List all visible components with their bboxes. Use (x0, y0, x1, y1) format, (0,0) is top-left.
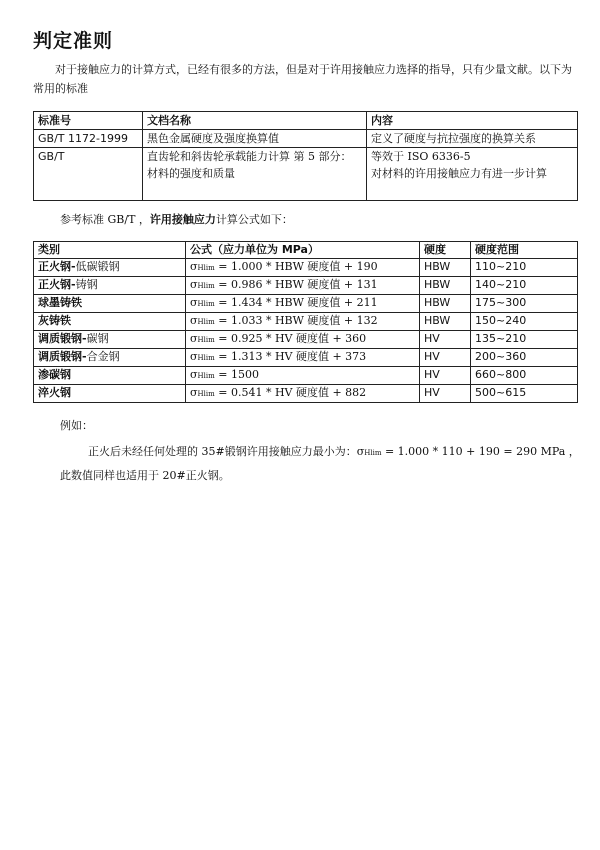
ref-bold: 许用接触应力 (149, 213, 216, 226)
formula-cell (186, 259, 420, 277)
formula-text: = 1.434 * HBW 硬度值 + 211 (214, 296, 378, 309)
table-row (34, 349, 578, 367)
sigma-symbol: σ (190, 314, 198, 327)
intro-paragraph: 对于接触应力的计算方式，已经有很多的方法，但是对于许用接触应力选择的指导，只有少量文献。以下为常用的标准 (33, 63, 572, 95)
formula-cell (186, 331, 420, 349)
header-hardness: 硬度 (420, 242, 471, 259)
hardness-cell: HV (420, 331, 471, 349)
formula-cell (186, 313, 420, 331)
range-cell: 150~240 (471, 313, 578, 331)
range-cell: 200~360 (471, 349, 578, 367)
formula-cell (186, 349, 420, 367)
formula-cell (186, 277, 420, 295)
header-formula: 公式（应力单位为 MPa） (186, 242, 420, 259)
table-row (34, 148, 578, 201)
table-row (34, 385, 578, 403)
category-cell (34, 331, 186, 349)
category-bold: 灰铸铁 (38, 314, 71, 327)
category-cell (34, 349, 186, 367)
standards-table (33, 111, 578, 201)
table-row (34, 295, 578, 313)
category-cell (34, 277, 186, 295)
sigma-subscript: Hlim (197, 390, 215, 398)
formula-text: = 1500 (214, 368, 259, 381)
hardness-cell: HBW (420, 259, 471, 277)
category-cell (34, 295, 186, 313)
formula-text: = 1.033 * HBW 硬度值 + 132 (214, 314, 378, 327)
range-cell: 500~615 (471, 385, 578, 403)
sigma-symbol: σ (190, 296, 198, 309)
std-name: 直齿轮和斜齿轮承载能力计算 第 5 部分：材料的强度和质量 (143, 148, 367, 201)
hardness-cell: HV (420, 367, 471, 385)
category-bold: 调质锻钢- (38, 350, 87, 363)
page-title: 判定准则 (33, 30, 114, 52)
example-label: 例如： (60, 419, 93, 432)
sigma-symbol: σ (190, 350, 198, 363)
category-bold: 正火钢- (38, 278, 76, 291)
example-formula: = 1.000 * 110 + 190 = 290 MPa ， (381, 445, 580, 458)
category-cell (34, 385, 186, 403)
formula-cell (186, 295, 420, 313)
std-content-line: 对材料的许用接触应力有进一步计算 (371, 167, 547, 180)
range-cell: 110~210 (471, 259, 578, 277)
range-cell: 135~210 (471, 331, 578, 349)
formula-cell (186, 385, 420, 403)
category-cell (34, 259, 186, 277)
sigma-subscript: Hlim (364, 449, 382, 457)
example-prefix: 正火后未经任何处理的 35#锻钢许用接触应力最小为： (88, 445, 357, 458)
table-row (34, 367, 578, 385)
reference-line (60, 211, 293, 227)
sigma-symbol: σ (190, 368, 198, 381)
hardness-cell: HBW (420, 295, 471, 313)
ref-prefix: 参考标准 GB/T ， (60, 213, 150, 226)
category-rest: 铸钢 (75, 278, 98, 291)
formula-text: = 0.986 * HBW 硬度值 + 131 (214, 278, 378, 291)
category-rest: 低碳锻钢 (75, 260, 120, 273)
table-row (34, 331, 578, 349)
header-content: 内容 (367, 112, 578, 130)
hardness-cell: HV (420, 349, 471, 367)
range-cell: 660~800 (471, 367, 578, 385)
sigma-subscript: Hlim (197, 282, 215, 290)
header-code: 标准号 (34, 112, 143, 130)
formula-text: = 1.313 * HV 硬度值 + 373 (214, 350, 367, 363)
sigma-symbol: σ (190, 260, 198, 273)
sigma-subscript: Hlim (197, 264, 215, 272)
std-name: 黑色金属硬度及强度换算值 (143, 130, 367, 148)
category-cell (34, 367, 186, 385)
formula-cell (186, 367, 420, 385)
std-content (367, 148, 578, 201)
range-cell: 175~300 (471, 295, 578, 313)
category-bold: 正火钢- (38, 260, 76, 273)
sigma-symbol: σ (190, 278, 198, 291)
category-rest: 合金钢 (86, 350, 120, 363)
standards-header-row (34, 112, 578, 130)
example-line2: 此数值同样也适用于 20#正火钢。 (60, 469, 230, 482)
sigma-subscript: Hlim (197, 336, 215, 344)
category-rest: 碳钢 (86, 332, 109, 345)
hardness-cell: HBW (420, 277, 471, 295)
formula-text: = 1.000 * HBW 硬度值 + 190 (214, 260, 378, 273)
sigma-subscript: Hlim (197, 300, 215, 308)
table-row (34, 130, 578, 148)
hardness-cell: HV (420, 385, 471, 403)
header-category: 类别 (34, 242, 186, 259)
std-code: GB/T (34, 148, 143, 201)
sigma-symbol: σ (356, 445, 365, 458)
std-code: GB/T 1172-1999 (34, 130, 143, 148)
table-row (34, 313, 578, 331)
sigma-subscript: Hlim (197, 372, 215, 380)
sigma-symbol: σ (190, 332, 198, 345)
example-text (60, 440, 580, 465)
sigma-subscript: Hlim (197, 354, 215, 362)
std-content: 定义了硬度与抗拉强度的换算关系 (367, 130, 578, 148)
range-cell: 140~210 (471, 277, 578, 295)
table-row (34, 259, 578, 277)
formula-text: = 0.925 * HV 硬度值 + 360 (214, 332, 367, 345)
category-bold: 球墨铸铁 (38, 296, 82, 309)
table-row (34, 277, 578, 295)
hardness-cell: HBW (420, 313, 471, 331)
category-bold: 渗碳钢 (38, 368, 71, 381)
std-content-line: 等效于 ISO 6336-5 (371, 150, 471, 163)
category-cell (34, 313, 186, 331)
category-bold: 调质锻钢- (38, 332, 87, 345)
sigma-subscript: Hlim (197, 318, 215, 326)
header-name: 文档名称 (143, 112, 367, 130)
sigma-symbol: σ (190, 386, 198, 399)
ref-suffix: 计算公式如下： (215, 213, 293, 226)
category-bold: 淬火钢 (38, 386, 71, 399)
formula-text: = 0.541 * HV 硬度值 + 882 (214, 386, 367, 399)
header-range: 硬度范围 (471, 242, 578, 259)
formula-header-row (34, 242, 578, 259)
formula-table (33, 241, 578, 403)
